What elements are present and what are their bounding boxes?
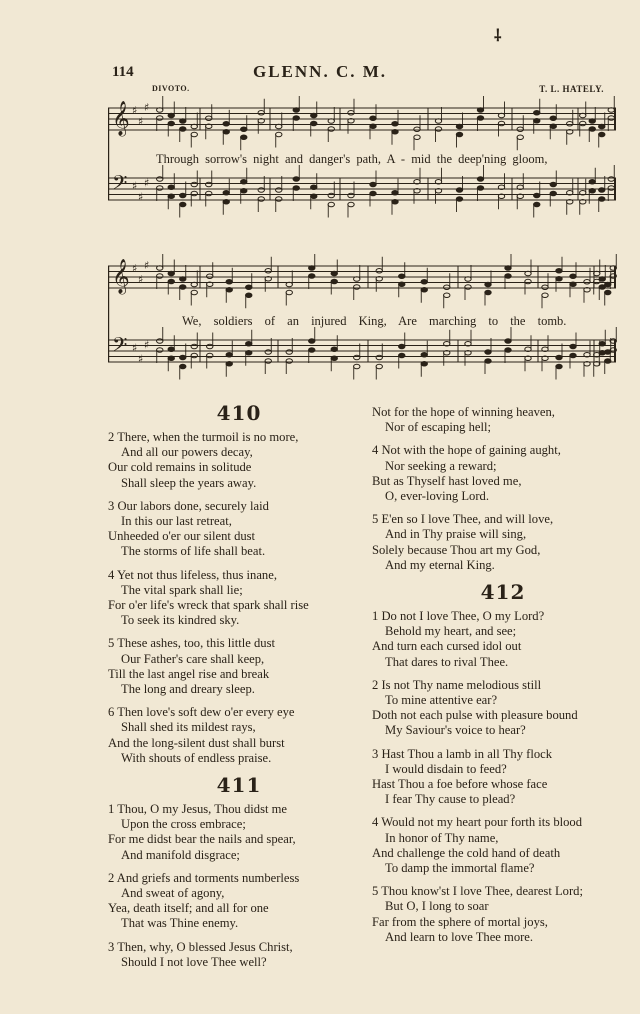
note-head [191,132,197,137]
note-head [589,119,595,124]
note-head [542,285,548,290]
stanza [372,815,634,876]
lyric-line-1: Through sorrow's night and danger's path, A - mid the deep'ning gloom, [156,152,548,166]
verse-line: In honor of Thy name, [385,830,499,845]
verse-line: I fear Thy cause to plead? [385,792,516,807]
note-head [226,279,232,284]
verse-line: Unheeded o'er our silent dust [108,529,256,544]
note-head [435,127,441,132]
note-head [311,121,317,126]
note-head [392,129,398,134]
stanza [372,609,634,670]
stanza [372,405,634,435]
note-head [505,339,511,344]
verse-line: 4 Would not my heart pour forth its blood [372,815,583,830]
note-head [589,188,595,193]
verse-line: Our cold remains in solitude [108,460,252,475]
verse-line: And sweat of agony, [121,886,225,901]
hymn-410-stanzas [108,430,370,766]
stanza [108,871,370,932]
composer: T. L. HATELY. [539,84,604,94]
note-head [276,188,282,193]
note-head [328,127,334,132]
note-head [191,290,197,295]
note-head [550,116,556,121]
verse-line: The storms of life shall beat. [121,544,266,559]
verse-line: 4 Yet not thus lifeless, thus inane, [108,567,277,582]
note-head [246,285,252,290]
sharp-icon: ♯ [144,176,150,190]
verse-line: 1 Do not I love Thee, O my Lord? [372,609,545,624]
note-head [293,116,299,121]
verse-line: 2 Is not Thy name melodious still [372,677,542,692]
note-head [207,344,213,349]
note-head [421,361,427,366]
note-head [258,197,264,202]
note-head [168,347,174,352]
note-head [392,199,398,204]
verse-line: That dares to rival Thee. [385,654,509,669]
sharp-icon: ♯ [132,104,138,117]
note-head [226,361,232,366]
stanza [372,512,634,573]
note-head [550,124,556,129]
note-head [599,124,605,129]
note-head [444,285,450,290]
verse-line: But O, I long to soar [385,899,489,914]
note-head [276,132,282,137]
note-head [477,108,483,113]
verse-line: 3 Our labors done, securely laid [108,498,269,513]
note-head [276,197,282,202]
sharp-icon: ♯ [138,115,144,128]
verse-line: O, ever-loving Lord. [385,489,489,504]
verse-line: 3 Hast Thou a lamb in all Thy flock [372,746,553,761]
note-head [311,194,317,199]
note-head [331,347,337,352]
note-head [399,282,405,287]
verse-line: Not for the hope of winning heaven, [372,405,555,419]
verse-line: To mine attentive ear? [385,693,498,708]
note-head [168,185,174,190]
verse-line: The long and dreary sleep. [121,682,255,697]
note-head [157,116,163,121]
bass-clef-icon: 𝄢 [112,171,128,199]
verse-line: I would disdain to feed? [385,761,507,776]
note-head [180,202,186,207]
note-head [331,279,337,284]
note-head [525,279,531,284]
note-head [180,277,186,282]
left-column [108,402,370,978]
note-head [465,285,471,290]
verse-line: 6 Then love's soft dew o'er every eye [108,705,295,720]
verse-line: Nor seeking a reward; [385,458,497,473]
stanza [372,884,634,945]
note-head [191,191,197,196]
note-head [180,355,186,360]
note-head [311,185,317,190]
note-head [207,353,213,358]
note-head [505,348,511,353]
stanza [372,678,634,739]
stanza [108,802,370,863]
note-head [168,194,174,199]
right-column [372,405,634,953]
verse-line: Our Father's care shall keep, [121,651,265,666]
hymn-411-continued [372,405,634,573]
hymn-number-412: 412 [480,580,526,605]
note-head [608,116,614,121]
note-head [608,186,614,191]
note-head [556,276,562,281]
note-head [456,197,462,202]
verse-line: And all our powers decay, [121,445,253,460]
verse-line: That was Thine enemy. [121,916,239,931]
note-head [241,135,247,140]
note-head [485,290,491,295]
note-head [534,110,540,115]
note-head [286,359,292,364]
note-head [376,268,382,273]
note-head [589,127,595,132]
note-head [328,193,334,198]
note-head [157,177,163,182]
note-head [605,290,611,295]
note-head [241,179,247,184]
note-head [414,127,420,132]
verse-line: And challenge the cold hand of death [372,845,561,860]
sharp-icon: ♯ [144,338,150,352]
sharp-icon: ♯ [138,352,144,366]
verse-line: And in Thy praise will sing, [385,527,527,542]
stanza [372,747,634,808]
note-head [376,364,382,369]
verse-line: Shall sleep the years away. [121,475,257,490]
note-head [599,277,605,282]
note-head [354,285,360,290]
note-head [370,124,376,129]
note-head [191,344,197,349]
verse-line: And my eternal King. [385,557,495,572]
verse-line: 5 E'en so I love Thee, and will love, [372,512,554,527]
verse-line: Doth not each pulse with pleasure bound [372,708,578,723]
note-head [456,124,462,129]
note-head [331,271,337,276]
note-head [370,182,376,187]
note-head [293,108,299,113]
sharp-icon: ♯ [144,259,150,272]
sharp-icon: ♯ [138,273,144,286]
note-head [293,186,299,191]
note-head [599,197,605,202]
sharp-icon: ♯ [132,262,138,275]
note-head [223,190,229,195]
note-head [399,353,405,358]
note-head [246,350,252,355]
verse-line: With shouts of endless praise. [121,750,272,765]
bass-clef-icon: 𝄢 [112,333,128,361]
note-head [168,279,174,284]
stanza [108,499,370,560]
note-head [567,121,573,126]
note-head [354,355,360,360]
verse-line: And manifold disgrace; [121,847,240,862]
sharp-icon: ♯ [132,341,138,355]
note-head [534,193,540,198]
note-head [191,182,197,187]
note-head [517,127,523,132]
note-head [157,339,163,344]
verse-line: Shall shed its mildest rays, [121,720,256,735]
note-head [157,274,163,279]
note-head [223,199,229,204]
verse-line: And turn each cursed idol out [372,639,522,654]
note-head [517,135,523,140]
note-head [599,341,605,346]
verse-line: 5 Thou know'st I love Thee, dearest Lord; [372,884,583,899]
tune-title: GLENN. C. M. [252,62,388,81]
note-head [180,127,186,132]
verse-line: 4 Not with the hope of gaining aught, [372,443,561,458]
note-head [180,364,186,369]
note-head [348,110,354,115]
note-head [556,364,562,369]
note-head [550,182,556,187]
note-head [223,121,229,126]
note-head [477,116,483,121]
note-head [370,116,376,121]
page-number: 114 [112,64,134,80]
note-head [223,129,229,134]
verse-line: Till the last angel rise and break [108,666,270,681]
note-head [206,182,212,187]
verse-line: 2 There, when the turmoil is no more, [108,430,299,444]
note-head [328,202,334,207]
note-head [168,121,174,126]
note-head [556,268,562,273]
verse-line: For me didst bear the nails and spear, [108,832,296,847]
verse-line: The vital spark shall lie; [121,582,243,597]
sharp-icon: ♯ [132,179,138,193]
note-head [485,359,491,364]
verse-line: In this our last retreat, [121,514,232,529]
stanza [372,443,634,504]
verse-line: Upon the cross embrace; [121,817,246,832]
note-head [168,356,174,361]
note-head [286,350,292,355]
note-head [542,293,548,298]
note-head [348,193,354,198]
note-head [599,188,605,193]
note-head [311,113,317,118]
hymn-number-410: 410 [216,401,262,425]
note-head [348,202,354,207]
note-head [354,364,360,369]
note-head [399,344,405,349]
note-head [157,348,163,353]
note-head [309,348,315,353]
note-head [246,341,252,346]
note-head [556,355,562,360]
note-head [421,287,427,292]
note-head [370,191,376,196]
note-head [293,177,299,182]
stanza [108,940,370,970]
note-head [392,190,398,195]
hymn-412-stanzas [372,609,634,945]
note-head [570,344,576,349]
note-head [309,266,315,271]
hymn-number-411: 411 [216,773,262,798]
note-head [570,282,576,287]
note-head [226,352,232,357]
note-head [286,290,292,295]
verse-line: 5 These ashes, too, this little dust [108,636,275,651]
note-head [534,202,540,207]
stanza [108,430,370,491]
sharp-icon: ♯ [138,190,144,204]
note-head [477,186,483,191]
stanza [108,705,370,766]
verse-line: And the long-silent dust shall burst [108,735,285,750]
lyric-line-2: We, soldiers of an injured King, Are marching to the tomb. [182,314,567,328]
note-head [331,356,337,361]
note-head [258,110,264,115]
note-head [589,179,595,184]
ink-mark-icon: ⸸ [494,28,502,45]
note-head [168,113,174,118]
note-head [168,271,174,276]
stanza [108,568,370,629]
note-head [608,177,614,182]
verse-line: For o'er life's wreck that spark shall rise [108,598,309,613]
verse-line: Behold my heart, and see; [385,624,517,639]
verse-line: To seek its kindred sky. [121,613,240,628]
note-head [550,191,556,196]
verse-line: Far from the sphere of mortal joys, [372,914,548,929]
note-head [309,339,315,344]
note-head [414,135,420,140]
note-head [570,274,576,279]
note-head [485,282,491,287]
note-head [456,188,462,193]
sharp-icon: ♯ [144,101,150,114]
note-head [376,355,382,360]
verse-line: Yea, death itself; and all for one [108,901,269,916]
tempo-marking: DIVOTO. [152,84,190,93]
note-head [534,118,540,123]
note-head [246,293,252,298]
page-header [0,64,640,84]
note-head [570,353,576,358]
note-head [207,274,213,279]
note-head [456,132,462,137]
note-head [599,132,605,137]
treble-clef-icon: 𝄞 [112,101,130,136]
note-head [584,279,590,284]
hymn-411-stanzas [108,802,370,970]
verse-line: Should I not love Thee well? [121,954,267,969]
verse-line: To damp the immortal flame? [385,861,535,876]
note-head [180,119,186,124]
note-head [191,353,197,358]
verse-line: Solely because Thou art my God, [372,542,541,557]
note-head [485,350,491,355]
note-head [241,127,247,132]
verse-line: But as Thyself hast loved me, [372,473,522,488]
note-head [421,352,427,357]
note-head [392,121,398,126]
note-head [505,274,511,279]
note-head [157,186,163,191]
verse-line: 1 Thou, O my Jesus, Thou didst me [108,802,287,817]
note-head [477,177,483,182]
verse-line: Hast Thou a foe before whose face [372,777,548,792]
verse-line: 2 And griefs and torments numberless [108,870,300,885]
note-head [226,287,232,292]
note-head [265,268,271,273]
note-head [580,121,586,126]
verse-line: Nor of escaping hell; [385,420,491,435]
note-head [180,285,186,290]
stanza [108,636,370,697]
note-head [206,116,212,121]
note-head [206,191,212,196]
note-head [498,121,504,126]
note-head [399,274,405,279]
treble-clef-icon: 𝄞 [112,259,130,294]
note-head [444,293,450,298]
note-head [309,274,315,279]
note-head [421,279,427,284]
verse-line: 3 Then, why, O blessed Jesus Christ, [108,939,293,954]
note-head [505,266,511,271]
note-head [180,193,186,198]
note-head [265,350,271,355]
note-head [258,188,264,193]
verse-line: And learn to love Thee more. [385,929,534,944]
verse-line: My Saviour's voice to hear? [385,723,526,738]
note-head [241,188,247,193]
note-head [265,359,271,364]
